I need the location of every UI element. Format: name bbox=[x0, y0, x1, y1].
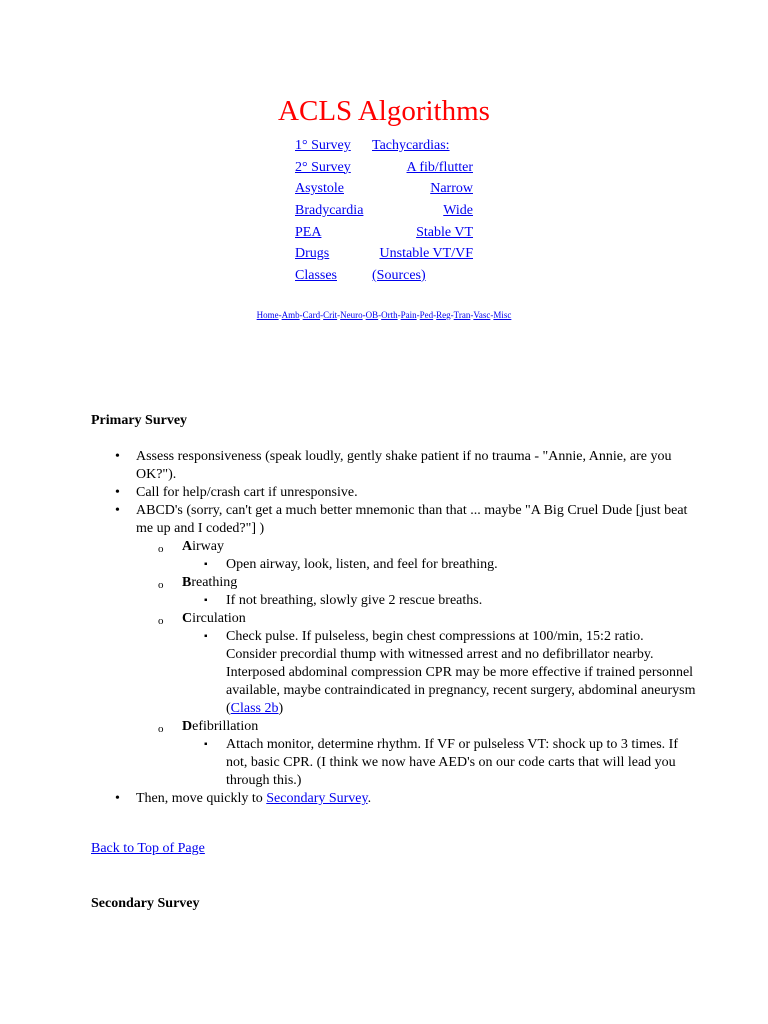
department-links bbox=[0, 310, 768, 321]
nav-link-right[interactable]: Wide bbox=[443, 202, 473, 218]
back-to-top-link[interactable]: Back to Top of Page bbox=[91, 841, 205, 856]
dept-link-crit[interactable]: Crit bbox=[323, 310, 338, 320]
dept-separator: - bbox=[470, 310, 474, 320]
bullet: ▪ bbox=[204, 631, 208, 642]
list-item: ▪ If not breathing, slowly give 2 rescue breaths. bbox=[204, 593, 483, 608]
nav-row bbox=[295, 265, 473, 287]
bullet: • bbox=[115, 503, 120, 518]
bullet: ▪ bbox=[204, 595, 208, 606]
nav-row bbox=[295, 243, 473, 265]
bullet: o bbox=[158, 543, 164, 555]
dept-link-card[interactable]: Card bbox=[302, 310, 321, 320]
primary-survey-heading: Primary Survey bbox=[91, 413, 188, 428]
nav-link-left[interactable]: Drugs bbox=[295, 246, 330, 262]
class-2b-link[interactable]: Class 2b bbox=[230, 701, 279, 716]
abcd-defibrillation: o Defibrillation ▪ Attach monitor, determine rhythm. If VF or pulseless VT: shock up to 3 times. If not, basic CPR. (I think we now have AED's on our code carts that will lead you through this.) bbox=[182, 718, 696, 790]
list-item: • Assess responsiveness (speak loudly, gently shake patient if no trauma - "Annie, Annie, are you OK?"). bbox=[115, 449, 672, 482]
dept-link-reg[interactable]: Reg bbox=[436, 310, 451, 320]
nav-heading-tachycardias[interactable]: Tachycardias: bbox=[372, 137, 450, 153]
secondary-survey-link[interactable]: Secondary Survey bbox=[266, 791, 368, 806]
dept-link-orth[interactable]: Orth bbox=[381, 310, 398, 320]
nav-row bbox=[295, 200, 473, 222]
dept-link-ped[interactable]: Ped bbox=[419, 310, 434, 320]
bullet: o bbox=[158, 615, 164, 627]
dept-link-neuro[interactable]: Neuro bbox=[340, 310, 363, 320]
dept-link-amb[interactable]: Amb bbox=[281, 310, 300, 320]
dept-separator: - bbox=[378, 310, 382, 320]
list-item: • Then, move quickly to Secondary Survey. bbox=[115, 791, 372, 806]
nav-row bbox=[295, 135, 473, 157]
dept-separator: - bbox=[337, 310, 341, 320]
nav-link-right[interactable]: Narrow bbox=[430, 181, 473, 197]
nav-link-left[interactable]: Classes bbox=[295, 267, 337, 283]
page-title: ACLS Algorithms bbox=[278, 95, 490, 127]
abcd-circulation: o Circulation ▪ Check pulse. If pulseless, begin chest compressions at 100/min, 15:2 ratio. Consider precordial thump with witnessed arrest and no defibrillator nearby. Interposed abdominal compression CPR may be more effective if trained personnel available, maybe contraindicated in pregnancy, recent surgery, abdominal aneurysm (Class 2b) bbox=[158, 611, 696, 716]
dept-link-ob[interactable]: OB bbox=[365, 310, 379, 320]
nav-link-right[interactable]: Unstable VT/VF bbox=[379, 246, 473, 262]
secondary-survey-heading: Secondary Survey bbox=[91, 896, 200, 911]
nav-link-left[interactable]: Bradycardia bbox=[295, 202, 364, 218]
bullet: ▪ bbox=[204, 739, 208, 750]
dept-separator: - bbox=[278, 310, 282, 320]
dept-link-tran[interactable]: Tran bbox=[453, 310, 471, 320]
dept-separator: - bbox=[397, 310, 401, 320]
dept-link-misc[interactable]: Misc bbox=[493, 310, 512, 320]
nav-link-right[interactable]: A fib/flutter bbox=[406, 159, 473, 175]
dept-separator: - bbox=[416, 310, 420, 320]
dept-separator: - bbox=[362, 310, 366, 320]
nav-row bbox=[295, 157, 473, 179]
nav-link-right[interactable]: (Sources) bbox=[372, 267, 426, 283]
dept-link-pain[interactable]: Pain bbox=[400, 310, 417, 320]
nav-link-left[interactable]: PEA bbox=[295, 224, 322, 240]
list-item: • Call for help/crash cart if unresponsive. bbox=[115, 485, 358, 500]
abcd-list bbox=[136, 538, 696, 790]
dept-separator: - bbox=[299, 310, 303, 320]
list-item: ▪ Open airway, look, listen, and feel for breathing. bbox=[204, 557, 498, 572]
nav-link-left[interactable]: 1° Survey bbox=[295, 137, 351, 153]
bullet: o bbox=[158, 579, 164, 591]
nav-link-left[interactable]: 2° Survey bbox=[295, 159, 351, 175]
dept-separator: - bbox=[490, 310, 494, 320]
bullet: • bbox=[115, 485, 120, 500]
bullet: o bbox=[158, 723, 164, 735]
bullet: ▪ bbox=[204, 559, 208, 570]
abcd-airway: o Airway ▪ Open airway, look, listen, and feel for breathing. bbox=[182, 538, 696, 574]
algorithm-nav-table bbox=[295, 135, 473, 287]
abcd-breathing: o Breathing ▪ If not breathing, slowly give 2 rescue breaths. bbox=[182, 574, 696, 610]
dept-link-vasc[interactable]: Vasc bbox=[473, 310, 491, 320]
dept-separator: - bbox=[450, 310, 454, 320]
primary-survey-list bbox=[115, 448, 696, 808]
nav-link-right[interactable]: Stable VT bbox=[416, 224, 473, 240]
dept-link-home[interactable]: Home bbox=[256, 310, 279, 320]
dept-separator: - bbox=[433, 310, 437, 320]
dept-separator: - bbox=[320, 310, 324, 320]
nav-link-left[interactable]: Asystole bbox=[295, 181, 344, 197]
nav-row bbox=[295, 178, 473, 200]
bullet: • bbox=[115, 449, 120, 464]
list-item: ▪ Check pulse. If pulseless, begin chest compressions at 100/min, 15:2 ratio. Consider precordial thump with witnessed arrest and no defibrillator nearby. Interposed abdominal compression CPR may be more effective if trained personnel available, maybe contraindicated in pregnancy, recent surgery, abdominal aneurysm (Class 2b) bbox=[204, 629, 696, 716]
bullet: • bbox=[115, 791, 120, 806]
list-item: • ABCD's (sorry, can't get a much better mnemonic than that ... maybe "A Big Cruel Dude [just beat me up and I coded?"] ) o Airway ▪ Open airway, look, listen, and feel for breathing. o Breathing ▪ If not breathing, slowly give 2 rescue breaths. o Circulation ▪ Check pulse. If pulseless, begin chest compressions at 100/min, 15:2 ratio. Consider precordial thump with witnessed arrest and no defibrillator nearby. Interposed abdominal compression CPR may be more effective if trained personnel available, maybe contraindicated in pregnancy, recent surgery, abdominal aneurysm (Class 2b) o Defibrillation ▪ Attach monitor, determine rhythm. If VF or pulseless VT: shock up to 3 times. If not, basic CPR. (I think we now have AED's on our code carts that will lead you through this.) bbox=[115, 503, 696, 788]
nav-row bbox=[295, 222, 473, 244]
list-item: ▪ Attach monitor, determine rhythm. If VF or pulseless VT: shock up to 3 times. If not, basic CPR. (I think we now have AED's on our code carts that will lead you through this.) bbox=[204, 737, 678, 788]
